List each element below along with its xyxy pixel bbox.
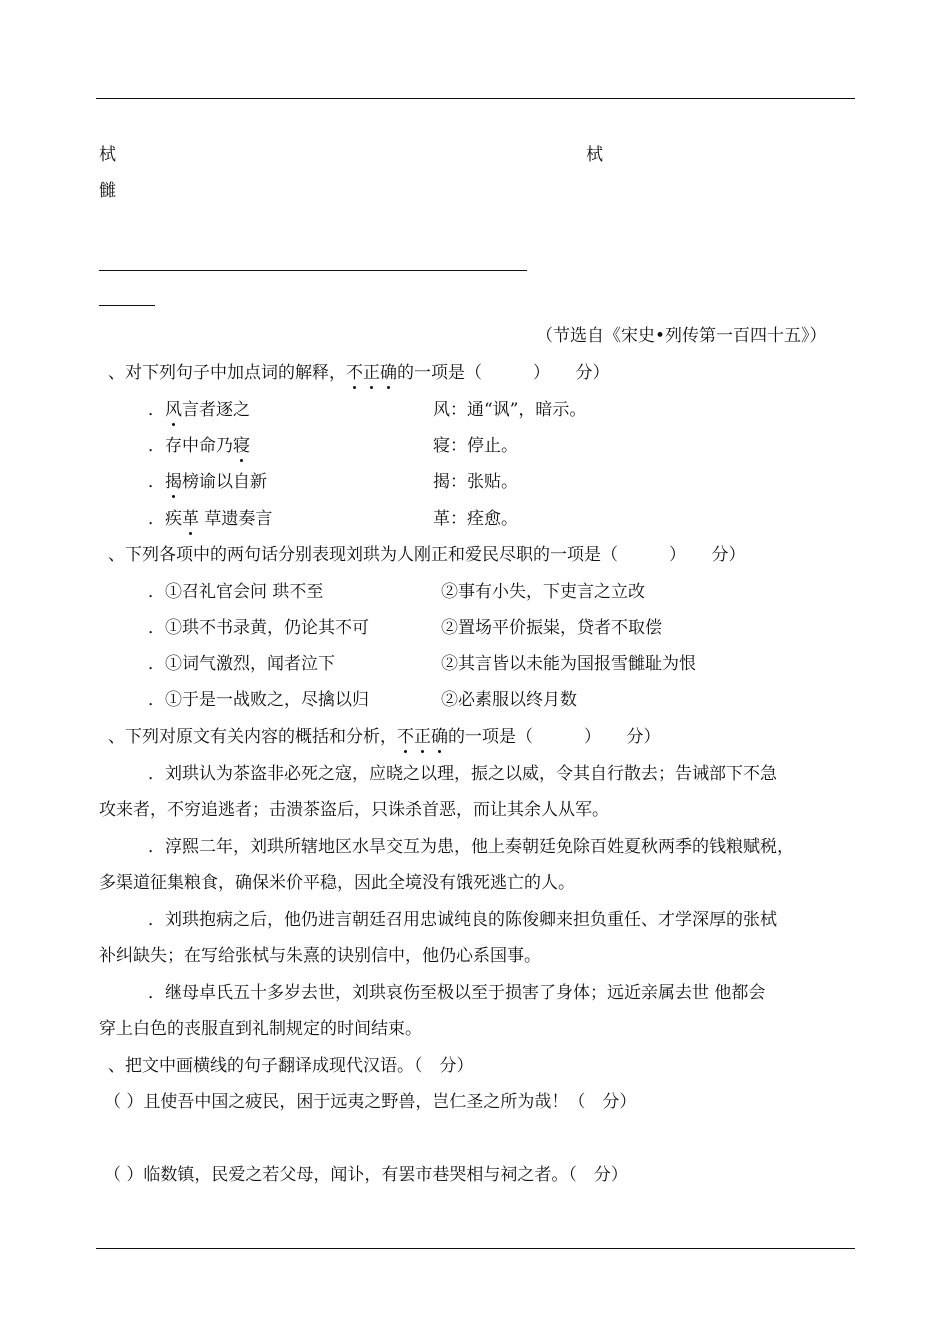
q3-option-d-line-2: 穿上白色的丧服直到礼制规定的时间结束。 — [99, 1019, 422, 1039]
q3-option-a-line-2: 攻来者，不穷追逃者；击溃茶盗后，只诛杀首恶，而让其余人从军。 — [99, 800, 609, 820]
underlined-sentence — [99, 270, 527, 271]
passage-line-1c: 栻 — [586, 145, 603, 165]
q1-option-c — [148, 471, 267, 493]
q4-sentence-2: （ ）临数镇，民爱之若父母，闻讣，有罢市巷哭相与祠之者。（ 分） — [104, 1165, 628, 1185]
header-rule — [96, 98, 855, 99]
q3-stem-pre: 、下列对原文有关内容的概括和分析， — [108, 727, 397, 747]
q2-option-d-2: ②必素服以终月数 — [441, 690, 577, 710]
q1-dotted-2: 正 — [363, 363, 380, 383]
passage-line-5 — [99, 290, 155, 312]
q2-option-c-2: ②其言皆以未能为国报雪雠耻为恨 — [441, 654, 696, 674]
q2-option-c-1: ．①词气激烈，闻者泣下 — [148, 654, 335, 674]
q1-c-pre: ． — [148, 472, 165, 492]
q1-dotted-1: 不 — [346, 363, 363, 383]
q1-b-pre: ．存中命乃 — [148, 436, 233, 456]
q3-dotted-3: 确 — [431, 727, 448, 747]
q1-d-dotted: 革 — [182, 509, 199, 529]
q1-c-dotted: 揭 — [165, 472, 182, 492]
passage-line-2: 雠 — [99, 181, 116, 201]
q2-option-a-1: ．①召礼官会问 珙不至 — [148, 582, 324, 602]
q1-stem — [108, 362, 610, 384]
q1-b-dotted: 寝 — [233, 436, 250, 456]
passage-line-1a: 栻 — [99, 145, 116, 165]
passage-line-4 — [99, 255, 527, 277]
q3-stem-post: 的一项是（ ） 分） — [448, 727, 661, 747]
q3-option-d-line-1: ．继母卓氏五十多岁去世，刘珙哀伤至极以至于损害了身体；远近亲属去世 他都会 — [148, 983, 766, 1003]
q2-option-d-1: ．①于是一战败之，尽擒以归 — [148, 690, 369, 710]
q2-option-b-1: ．①珙不书录黄，仍论其不可 — [148, 618, 369, 638]
q2-option-a-2: ②事有小失，下吏言之立改 — [441, 582, 645, 602]
q3-option-c-line-2: 补纠缺失；在写给张栻与朱熹的诀别信中，他仍心系国事。 — [99, 946, 541, 966]
q1-option-d-explain: 革：痊愈。 — [433, 509, 518, 529]
underlined-sentence-end — [99, 305, 155, 306]
q1-option-d — [148, 508, 272, 530]
q1-option-b-explain: 寝：停止。 — [433, 436, 518, 456]
q1-option-a — [148, 399, 250, 421]
q1-option-a-explain: 风：通“讽”，暗示。 — [433, 400, 587, 420]
q1-stem-pre: 、对下列句子中加点词的解释， — [108, 363, 346, 383]
q1-a-post: 言者逐之 — [182, 400, 250, 420]
q3-option-a-line-1: ．刘珙认为茶盗非必死之寇，应晓之以理，振之以威，令其自行散去；告诫部下不急 — [148, 764, 777, 784]
q1-stem-post: 的一项是（ ） 分） — [397, 363, 610, 383]
footer-rule — [96, 1248, 855, 1249]
q4-sentence-1: （ ）且使吾中国之疲民，困于远夷之野兽，岂仁圣之所为哉！（ 分） — [104, 1092, 637, 1112]
q2-stem: 、下列各项中的两句话分别表现刘珙为人刚正和爱民尽职的一项是（ ） 分） — [108, 545, 746, 565]
q1-d-pre: ．疾 — [148, 509, 182, 529]
source-note: （节选自《宋史•列传第一百四十五》） — [536, 326, 827, 346]
q1-a-dotted: 风 — [165, 400, 182, 420]
q1-option-c-explain: 揭：张贴。 — [433, 472, 518, 492]
q1-option-b — [148, 435, 250, 457]
q3-dotted-2: 正 — [414, 727, 431, 747]
q1-a-pre: ． — [148, 400, 165, 420]
q3-option-b-line-2: 多渠道征集粮食，确保米价平稳，因此全境没有饿死逃亡的人。 — [99, 873, 575, 893]
q3-dotted-1: 不 — [397, 727, 414, 747]
q1-c-post: 榜谕以自新 — [182, 472, 267, 492]
q3-option-b-line-1: ．淳熙二年，刘珙所辖地区水旱交互为患，他上奏朝廷免除百姓夏秋两季的钱粮赋税， — [148, 837, 794, 857]
q4-stem: 、把文中画横线的句子翻译成现代汉语。（ 分） — [108, 1056, 474, 1076]
q3-stem — [108, 726, 661, 748]
q1-d-post: 草遗奏言 — [199, 509, 273, 529]
q1-dotted-3: 确 — [380, 363, 397, 383]
q3-option-c-line-1: ．刘珙抱病之后，他仍进言朝廷召用忠诚纯良的陈俊卿来担负重任、才学深厚的张栻 — [148, 910, 777, 930]
q2-option-b-2: ②置场平价振粜，贷者不取偿 — [441, 618, 662, 638]
